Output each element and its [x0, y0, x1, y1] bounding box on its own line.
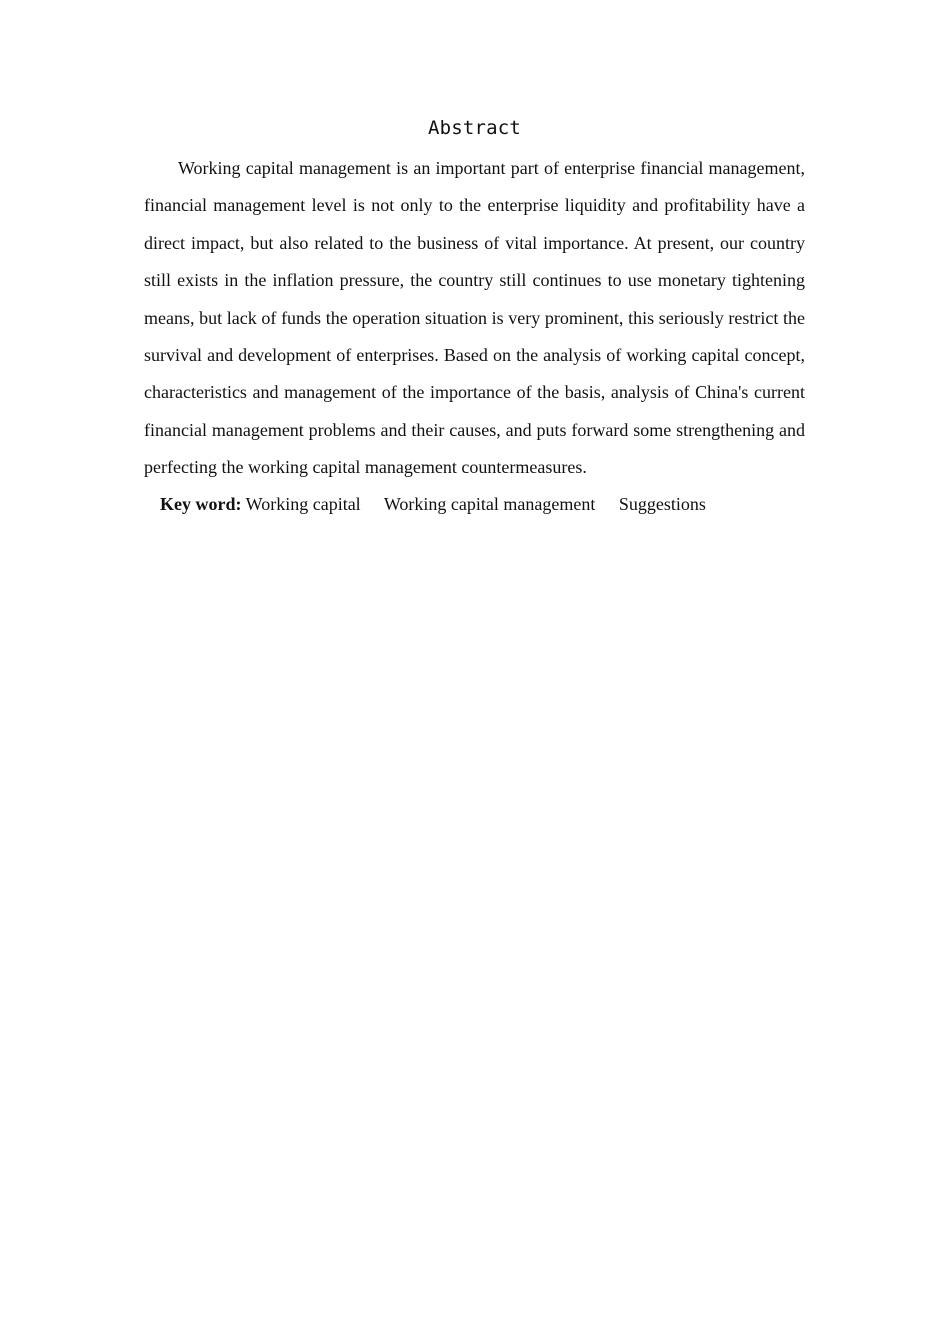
keywords-label: Key word:	[160, 493, 242, 514]
keywords-line	[144, 487, 805, 521]
abstract-title: Abstract	[427, 117, 522, 139]
keyword-item: Working capital	[245, 493, 361, 514]
abstract-body: Working capital management is an important part of enterprise financial management, financial management level is not only to the enterprise liquidity and profitability have a direct impact, but also related to the business of vital importance. At present, our country still exists in the inflation pressure, the country still continues to use monetary tightening means, but lack of funds the operation situation is very prominent, this seriously restrict the survival and development of enterprises. Based on the analysis of working capital concept, characteristics and management of the importance of the basis, analysis of China's current financial management problems and their causes, and puts forward some strengthening and perfecting the working capital management countermeasures.	[144, 158, 805, 478]
keyword-item: Working capital management	[383, 493, 596, 514]
keyword-item: Suggestions	[618, 493, 706, 514]
abstract-section	[144, 116, 805, 521]
